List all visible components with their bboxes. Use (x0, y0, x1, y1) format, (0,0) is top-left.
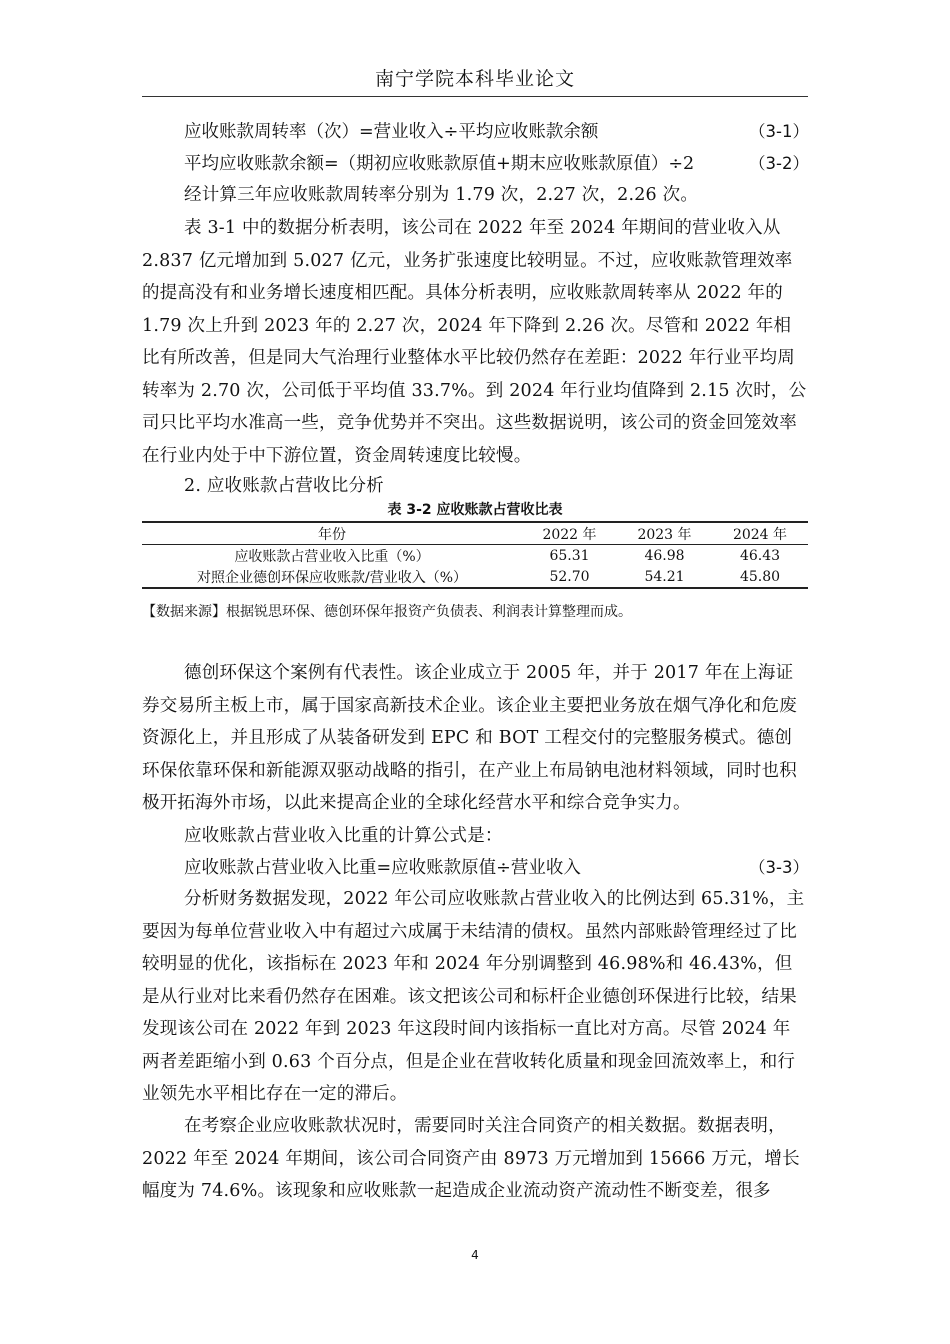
table-cell: 46.98 (644, 547, 685, 564)
formula-3-3 (184, 853, 809, 883)
header-cell: 年份 (318, 526, 346, 543)
paragraph-case-intro: 德创环保这个案例有代表性。该企业成立于 2005 年，并于 2017 年在上海证券交易所主板上市，属于国家高新技术企业。该企业主要把业务放在烟气净化和危废资源化上，并且形成了从装备研发到 EPC 和 BOT 工程交付的完整服务模式。德创环保依靠环保和新能源双驱动战略的指引，在产业上布局钠电池材料领域，同时也积极开拓海外市场，以此来提高企业的全球化经营水平和综合竞争实力。 (142, 663, 797, 813)
header-cell: 2022 年 (542, 526, 597, 543)
page-number: 4 (471, 1248, 479, 1262)
formula-number: （3-3） (749, 858, 809, 877)
table-header-row (142, 522, 808, 545)
formula-3-1 (184, 117, 809, 147)
paragraph-turnover-results: 经计算三年应收账款周转率分别为 1.79 次，2.27 次，2.26 次。 (184, 185, 699, 205)
formula-number: （3-2） (749, 154, 809, 173)
header-divider (142, 96, 808, 97)
table-cell: 应收账款占营业收入比重（%） (234, 548, 430, 565)
paragraph-formula-intro: 应收账款占营业收入比重的计算公式是： (184, 826, 503, 846)
formula-3-2 (184, 149, 809, 179)
table-cell: 54.21 (644, 568, 685, 585)
formula-text: 应收账款周转率（次）=营业收入÷平均应收账款余额 (184, 122, 599, 142)
section-heading: 2. 应收账款占营收比分析 (184, 476, 384, 496)
table-cell: 65.31 (549, 547, 590, 564)
table-cell: 52.70 (549, 568, 590, 585)
header-cell: 2024 年 (732, 526, 788, 543)
table-cell: 45.80 (739, 568, 781, 585)
paragraph-contract-assets: 在考察企业应收账款状况时，需要同时关注合同资产的相关数据。数据表明，2022 年至 2024 年期间，该公司合同资产由 8973 万元增加到 15666 万元，增长幅度为 74.6%。该现象和应收账款一起造成企业流动资产流动性不断变差，很多 (142, 1116, 800, 1201)
table-cell: 对照企业德创环保应收账款/营业收入（%） (196, 569, 468, 586)
formula-text: 平均应收账款余额=（期初应收账款原值+期末应收账款原值）÷2 (184, 154, 695, 174)
table-row (142, 566, 808, 588)
formula-number: （3-1） (749, 122, 809, 141)
header-cell: 2023 年 (637, 526, 692, 543)
page-header: 南宁学院本科毕业论文 (374, 68, 575, 90)
receivables-ratio-table (142, 521, 808, 589)
paragraph-ratio-analysis: 分析财务数据发现，2022 年公司应收账款占营业收入的比例达到 65.31%，主要因为每单位营业收入中有超过六成属于未结清的债权。虽然内部账龄管理经过了比较明显的优化，该指标在 2023 年和 2024 年分别调整到 46.98%和 46.43%，但是从行业对比来看仍然存在困难。该文把该公司和标杆企业德创环保进行比较，结果发现该公司在 2022 年到 2023 年这段时间内该指标一直比对方高。尽管 2024 年两者差距缩小到 0.63 个百分点，但是企业在营收转化质量和现金回流效率上，和行业领先水平相比存在一定的滞后。 (142, 889, 805, 1104)
formula-text: 应收账款占营业收入比重=应收账款原值÷营业收入 (184, 858, 581, 878)
table-title: 表 3-2 应收账款占营收比表 (387, 502, 563, 518)
data-source-note: 【数据来源】根据锐思环保、德创环保年报资产负债表、利润表计算整理而成。 (142, 604, 632, 620)
paragraph-turnover-analysis: 表 3-1 中的数据分析表明，该公司在 2022 年至 2024 年期间的营业收入从 2.837 亿元增加到 5.027 亿元，业务扩张速度比较明显。不过，应收账款管理效率的提高没有和业务增长速度相匹配。具体分析表明，应收账款周转率从 2022 年的 1.79 次上升到 2023 年的 2.27 次，2024 年下降到 2.26 次。尽管和 2022 年相比有所改善，但是同大气治理行业整体水平比较仍然存在差距：2022 年行业平均周转率为 2.70 次，公司低于平均值 33.7%。到 2024 年行业均值降到 2.15 次时，公司只比平均水准高一些，竞争优势并不突出。这些数据说明，该公司的资金回笼效率在行业内处于中下游位置，资金周转速度比较慢。 (142, 218, 807, 466)
table-row (142, 545, 808, 567)
table-cell: 46.43 (739, 547, 781, 564)
